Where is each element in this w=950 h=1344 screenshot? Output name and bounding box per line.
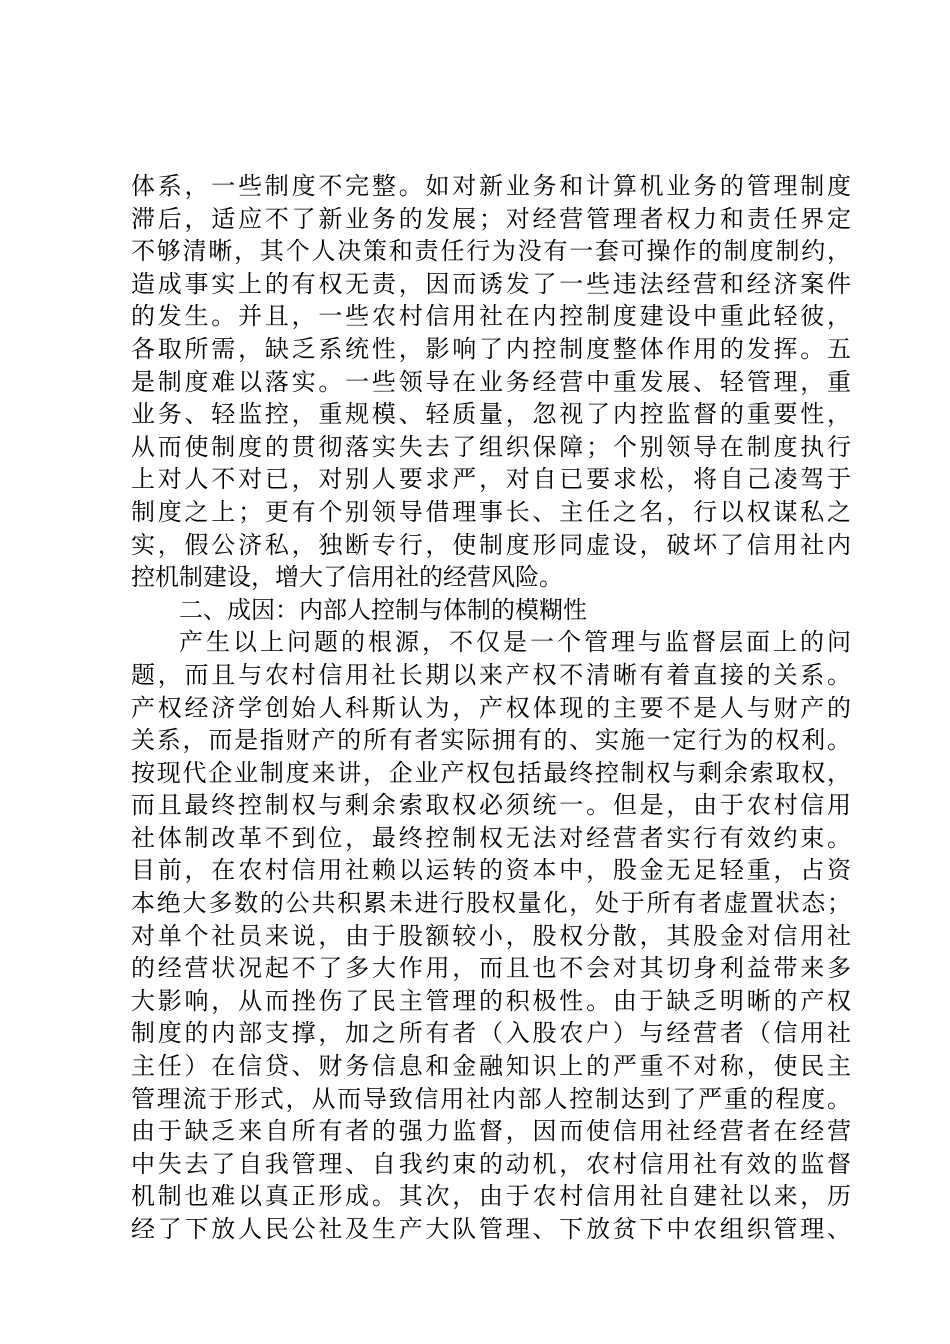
- text-line: 实，假公济私，独断专行，使制度形同虚设，破坏了信用社内: [131, 530, 851, 559]
- paragraph-first-line: 产生以上问题的根源，不仅是一个管理与监督层面上的问: [179, 628, 851, 657]
- text-line: 机制也难以真正形成。其次，由于农村信用社自建社以来，历: [131, 1182, 851, 1211]
- text-line: 是制度难以落实。一些领导在业务经营中重发展、轻管理，重: [131, 367, 851, 396]
- text-line: 由于缺乏来自所有者的强力监督，因而使信用社经营者在经营: [131, 1117, 851, 1146]
- text-line: 主任）在信贷、财务信息和金融知识上的严重不对称，使民主: [131, 1052, 851, 1081]
- text-line: 的发生。并且，一些农村信用社在内控制度建设中重此轻彼，: [131, 302, 851, 331]
- text-line: 滞后，适应不了新业务的发展；对经营管理者权力和责任界定: [131, 204, 851, 233]
- text-line: 经了下放人民公社及生产大队管理、下放贫下中农组织管理、: [131, 1215, 851, 1243]
- text-line: 制度的内部支撑，加之所有者（入股农户）与经营者（信用社: [131, 1019, 851, 1048]
- text-line: 中失去了自我管理、自我约束的动机，农村信用社有效的监督: [131, 1149, 851, 1178]
- text-line: 目前，在农村信用社赖以运转的资本中，股金无足轻重，占资: [131, 856, 851, 885]
- text-line: 管理流于形式，从而导致信用社内部人控制达到了严重的程度。: [131, 1084, 851, 1113]
- text-line: 造成事实上的有权无责，因而诱发了一些违法经营和经济案件: [131, 269, 851, 298]
- text-line: 制度之上；更有个别领导借理事长、主任之名，行以权谋私之: [131, 497, 851, 526]
- document-body: [131, 170, 851, 1246]
- text-line: 按现代企业制度来讲，企业产权包括最终控制权与剩余索取权，: [131, 758, 851, 787]
- text-line: 大影响，从而挫伤了民主管理的积极性。由于缺乏明晰的产权: [131, 986, 851, 1015]
- text-line: 本绝大多数的公共积累未进行股权量化，处于所有者虚置状态；: [131, 889, 851, 918]
- text-line: 对单个社员来说，由于股额较小，股权分散，其股金对信用社: [131, 921, 851, 950]
- text-line: 各取所需，缺乏系统性，影响了内控制度整体作用的发挥。五: [131, 334, 851, 363]
- text-line: 从而使制度的贯彻落实失去了组织保障；个别领导在制度执行: [131, 432, 851, 461]
- section-heading: 二、成因：内部人控制与体制的模糊性: [179, 595, 587, 624]
- text-line: 产权经济学创始人科斯认为，产权体现的主要不是人与财产的: [131, 693, 851, 722]
- text-line: 不够清晰，其个人决策和责任行为没有一套可操作的制度制约，: [131, 237, 851, 266]
- text-line: 控机制建设，增大了信用社的经营风险。: [131, 563, 563, 592]
- text-line: 社体制改革不到位，最终控制权无法对经营者实行有效约束。: [131, 823, 851, 852]
- text-line: 题，而且与农村信用社长期以来产权不清晰有着直接的关系。: [131, 660, 851, 689]
- text-line: 体系，一些制度不完整。如对新业务和计算机业务的管理制度: [131, 172, 851, 200]
- text-line: 业务、轻监控，重规模、轻质量，忽视了内控监督的重要性，: [131, 400, 851, 429]
- text-line: 关系，而是指财产的所有者实际拥有的、实施一定行为的权利。: [131, 726, 851, 755]
- text-line: 而且最终控制权与剩余索取权必须统一。但是，由于农村信用: [131, 791, 851, 820]
- text-line: 上对人不对已，对别人要求严，对自已要求松，将自己凌驾于: [131, 465, 851, 494]
- text-line: 的经营状况起不了多大作用，而且也不会对其切身利益带来多: [131, 954, 851, 983]
